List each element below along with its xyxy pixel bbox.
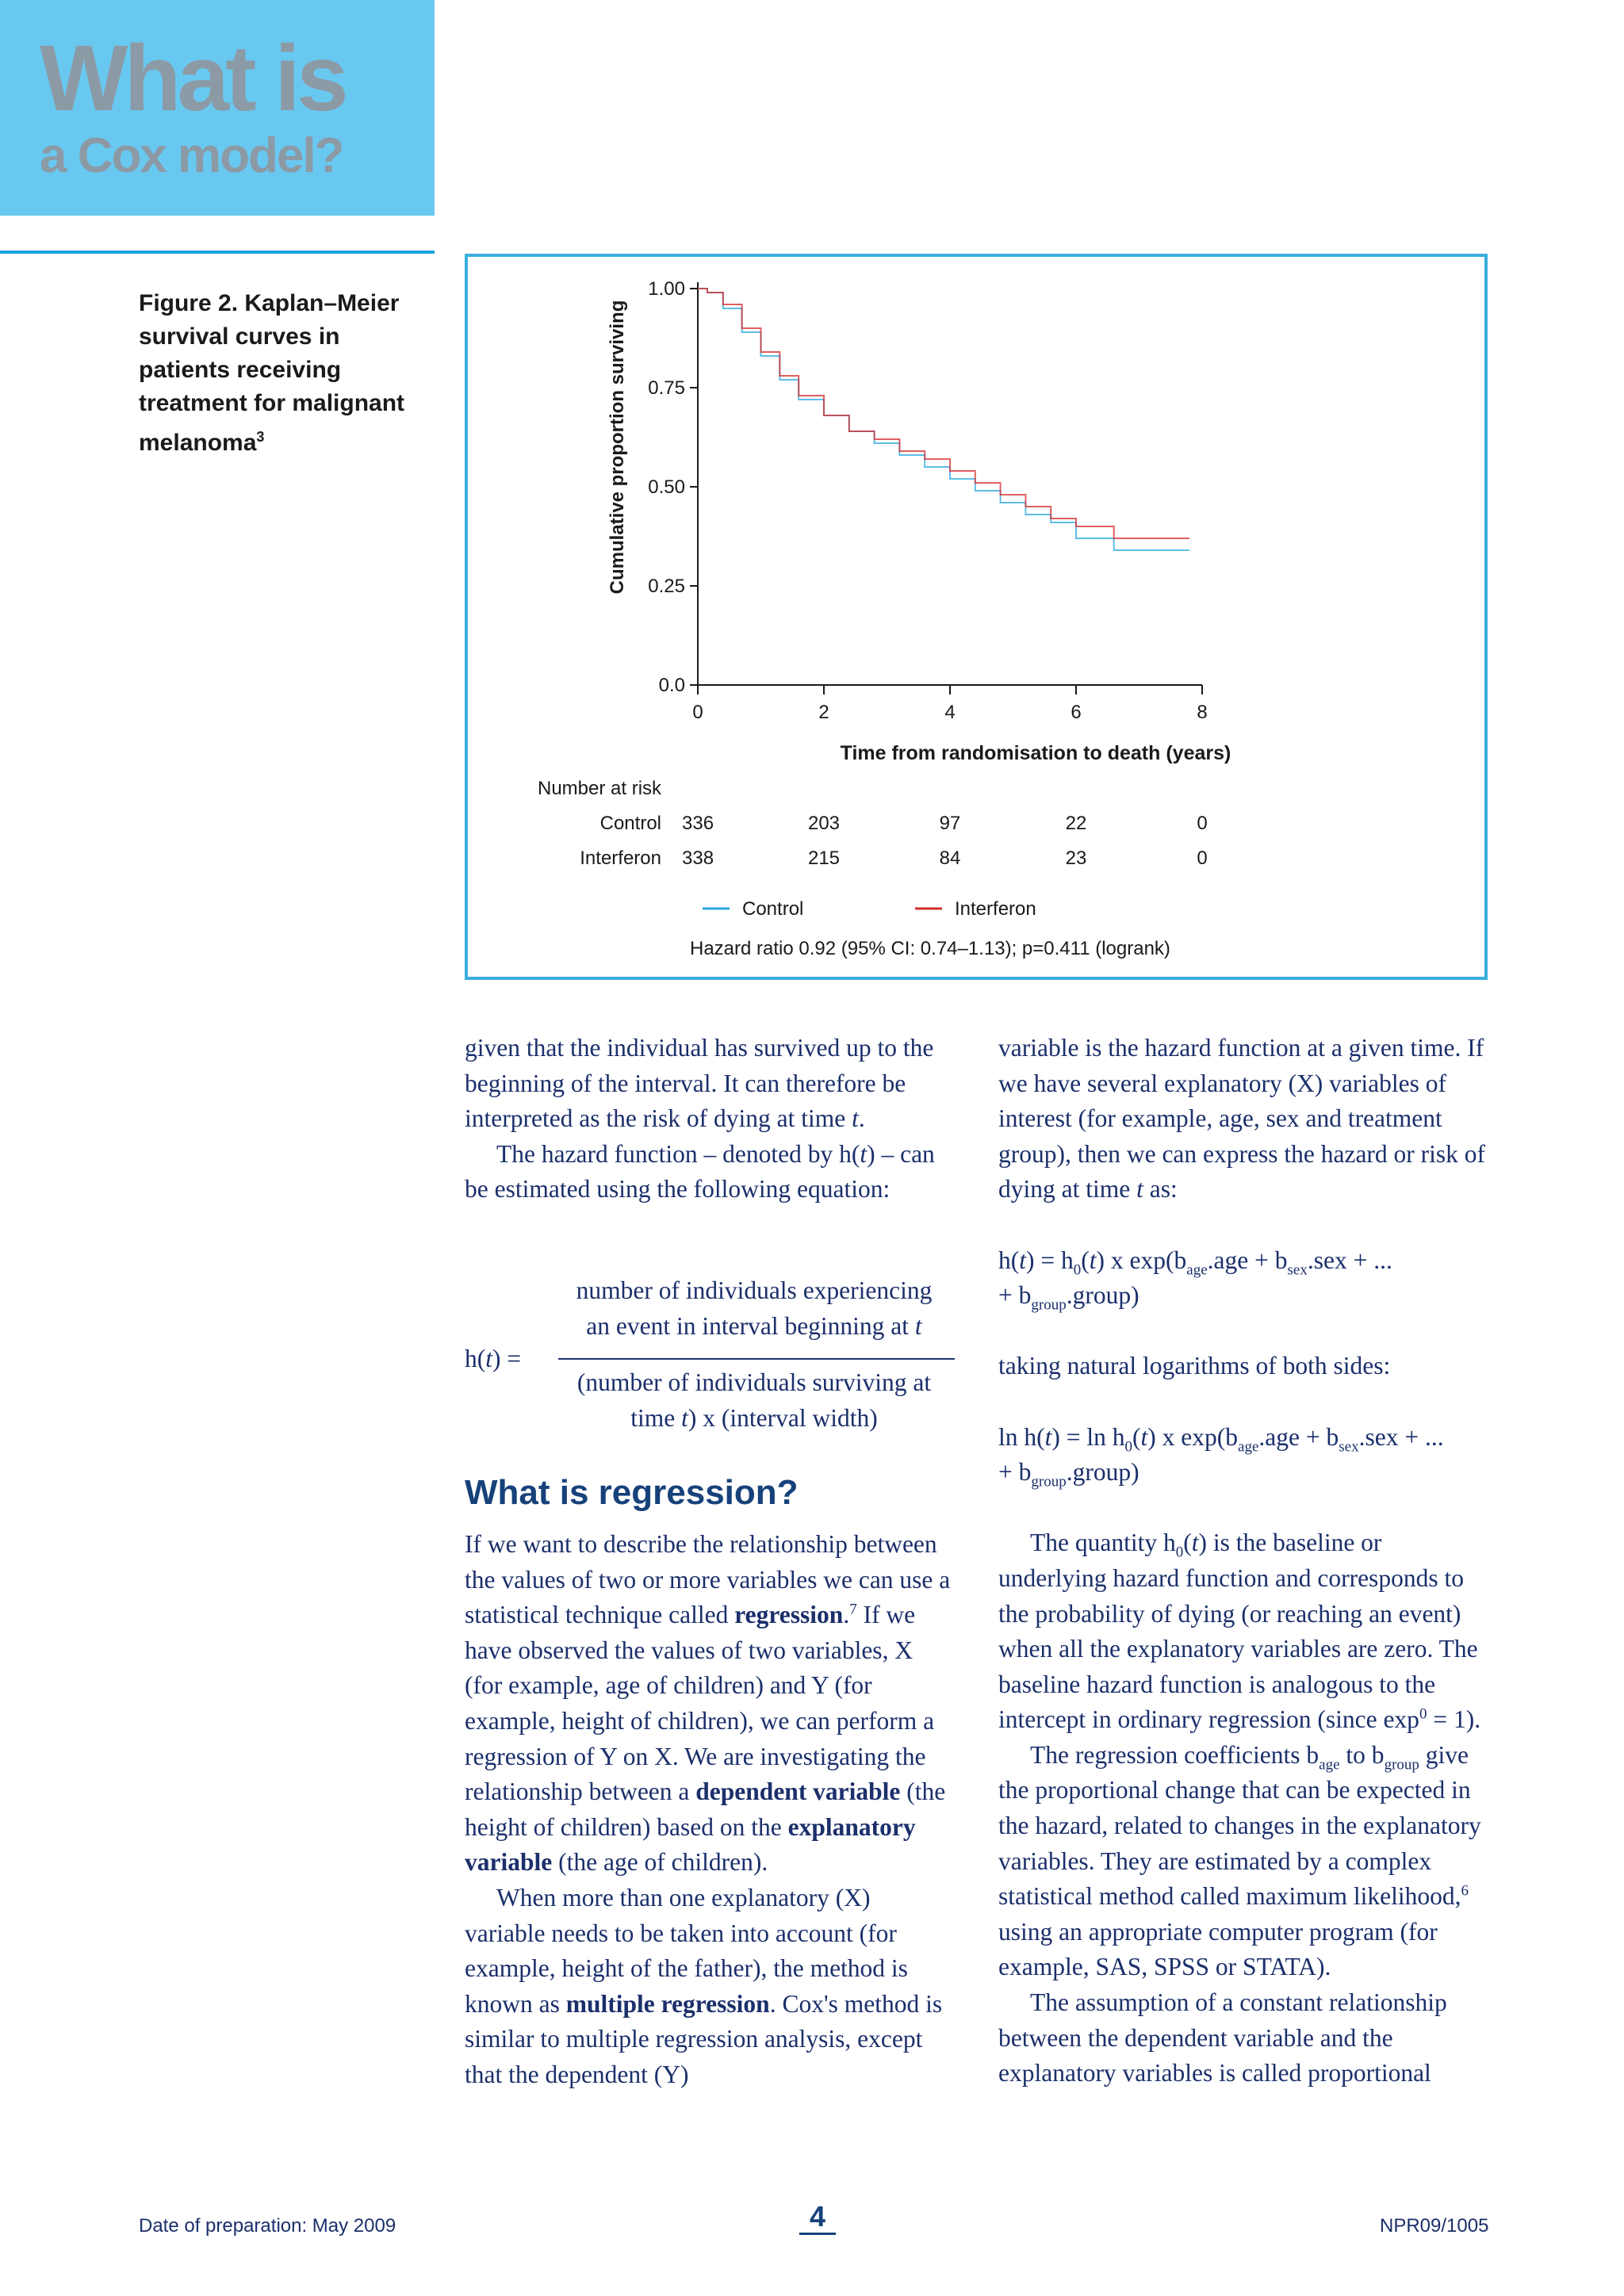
risk-value: 203 <box>807 813 841 834</box>
x-tick-label: 0 <box>692 702 703 723</box>
risk-row-label: Control <box>599 813 661 834</box>
y-tick-label: 0.50 <box>648 476 685 498</box>
hazard-note: Hazard ratio 0.92 (95% CI: 0.74–1.13); p=0.411 (logrank) <box>690 938 1170 959</box>
left-column-bottom <box>465 1527 956 2093</box>
footer-date: Date of preparation: May 2009 <box>139 2215 396 2237</box>
right-column <box>998 1031 1490 2091</box>
paragraph: When more than one explanatory (X) variable needs to be taken into account (for example, height of the father), the method is known as multiple regression. Cox's method is similar to multiple regression analysis, except that the dependent (Y) <box>465 1883 943 2088</box>
km-chart <box>468 257 1484 977</box>
equation-cox: $h(t) = h_0(t)$ x $\exp(b_{age}.age + b_{sex}.sex$ + ... + $b_{group}.group$) <box>998 1246 1392 1314</box>
paragraph: The quantity $h_0(t)$ is the baseline or underlying hazard function and corresponds to the probability of dying (or reaching an event) when all the explanatory variables are zero. The baseline hazard function is analogous to the intercept in ordinary regression (since $\exp^0 = 1$). <box>998 1529 1481 1734</box>
risk-value: 0 <box>1197 813 1208 834</box>
paragraph: The hazard function – denoted by h(t) – can be estimated using the following equation: <box>465 1139 935 1203</box>
y-tick-label: 0.25 <box>648 576 685 597</box>
paragraph: The regression coefficients $b_{age}$ to $b_{group}$ give the proportional change that can be expected in the hazard, related to changes in the explanatory variables. They are estimated by a complex statistical method called maximum likelihood,$^6$ using an appropriate computer program (for example, SAS, SPSS or STATA). <box>998 1740 1481 1981</box>
paragraph: The assumption of a constant relationship between the dependent variable and the explanatory variables is called proportional <box>998 1988 1447 2087</box>
risk-value: 84 <box>939 848 961 869</box>
plot-area <box>698 289 1202 685</box>
risk-value: 0 <box>1197 848 1208 869</box>
risk-table-title: Number at risk <box>538 778 662 799</box>
equation-denominator: (number of individuals surviving at time t) x (interval width) <box>576 1368 932 1432</box>
title-banner <box>0 0 435 216</box>
section-heading: What is regression? <box>465 1473 799 1512</box>
left-column-top <box>465 1031 956 1207</box>
x-tick-label: 4 <box>944 702 956 723</box>
x-tick-label: 2 <box>818 702 829 723</box>
equation-lhs: h(t) = <box>465 1345 522 1372</box>
footer-code: NPR09/1005 <box>1380 2215 1489 2237</box>
title-line-1: What is <box>40 26 345 131</box>
equation-numerator: number of individuals experiencing an event in interval beginning at t <box>576 1276 933 1340</box>
y-tick-label: 0.0 <box>658 675 685 696</box>
title-line-2: a Cox model? <box>40 128 343 183</box>
paragraph: If we want to describe the relationship between the values of two or more variables we can use a statistical technique called regression.$^7$ If we have observed the values of two variables, X (for example, age of children) and Y (for example, height of children), we can perform a regression of Y on X. We are investigating the relationship between a dependent variable (the height of children) based on the explanatory variable (the age of children). <box>465 1530 951 1877</box>
risk-value: 97 <box>939 813 961 834</box>
y-axis-label: Cumulative proportion surviving <box>607 300 628 595</box>
header-rule <box>0 251 435 254</box>
page-number: 4 <box>799 2201 836 2235</box>
legend-interferon-label: Interferon <box>955 898 1036 920</box>
x-tick-label: 6 <box>1071 702 1082 723</box>
figure-caption-ref: 3 <box>256 429 265 445</box>
risk-value: 215 <box>807 848 841 869</box>
risk-value: 23 <box>1065 848 1087 869</box>
x-tick-label: 8 <box>1197 702 1208 723</box>
equation-fraction-bar <box>558 1358 955 1360</box>
risk-value: 336 <box>682 813 714 834</box>
risk-row-label: Interferon <box>580 848 661 869</box>
paragraph: given that the individual has survived up to the beginning of the interval. It can therefore be interpreted as the risk of dying at time t. <box>465 1034 934 1133</box>
risk-value: 338 <box>682 848 714 869</box>
paragraph: variable is the hazard function at a given time. If we have several explanatory (X) variables of interest (for example, age, sex and treatment group), then we can express the hazard or risk of dying at time t as: <box>998 1034 1486 1203</box>
figure-caption-text: Figure 2. Kaplan–Meier survival curves in patients receiving treatment for malignant melanoma <box>139 290 405 456</box>
y-tick-label: 0.75 <box>648 377 685 399</box>
x-axis-label: Time from randomisation to death (years) <box>840 742 1231 764</box>
figure-caption <box>139 287 424 460</box>
risk-value: 22 <box>1065 813 1087 834</box>
y-tick-label: 1.00 <box>648 278 685 300</box>
equation-log: $\ln h(t) = \ln h_0(t)$ x $\exp(b_{age}.age + b_{sex}.sex$ + ... + $b_{group}.group$) <box>998 1422 1444 1490</box>
paragraph: taking natural logarithms of both sides: <box>998 1352 1391 1380</box>
hazard-equation <box>465 1273 956 1432</box>
figure-box <box>465 254 1488 980</box>
legend-control-label: Control <box>742 898 804 920</box>
